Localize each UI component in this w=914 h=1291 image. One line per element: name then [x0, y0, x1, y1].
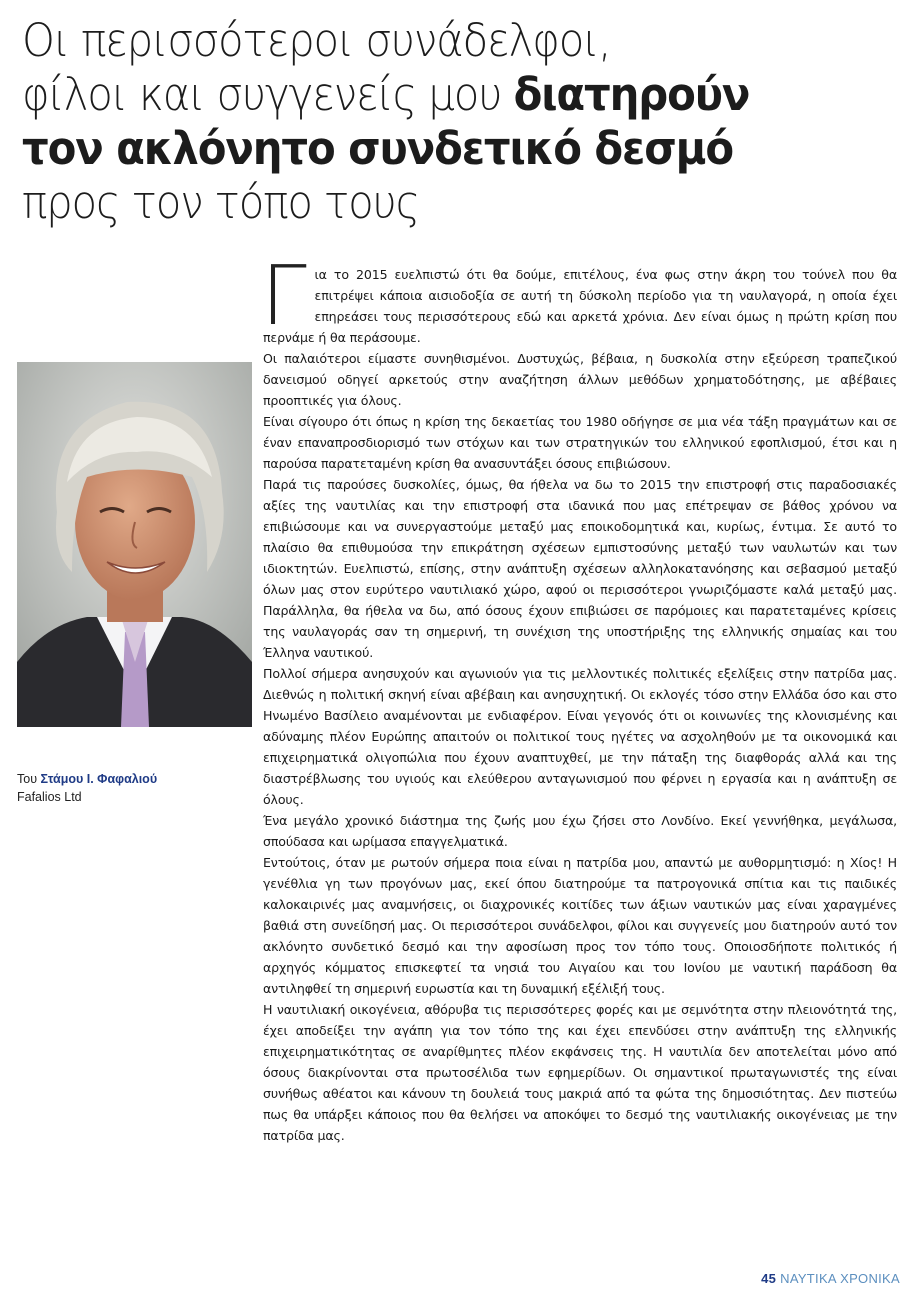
headline-line-1: Οι περισσότεροι συνάδελφοι, [22, 14, 611, 67]
drop-cap: Γ [261, 249, 307, 344]
article-paragraph-7: Εντούτοις, όταν με ρωτούν σήμερα ποια είναι η πατρίδα μου, απαντώ με αυθορμητισμό: η Χίος! Η γενέθλια γη των προγόνων μας, εκεί όπου διατηρούμε τα πατρογονικά σπίτια και τις παιδικές καλοκαιρινές μας αναμνήσεις, οι διαχρονικές κοιτίδες των άξιων ναυτικών μας είναι χαραγμένες βαθιά στη συνείδησή μας. Οι περισσότεροι συνάδελφοι, φίλοι και συγγενείς μου διατηρούν αυτό τον ακλόνητο συνδετικό δεσμό και την αφοσίωση προς τον τόπο τους. Οποιοσδήποτε πολιτικός ή αρχηγός κόμματος επισκεφτεί τα νησιά του Αιγαίου και του Ιονίου με ναυτική παράδοση θα αντιληφθεί τη σημερινή ευρωστία και τη δυναμική εξέλιξή τους. [263, 855, 897, 996]
magazine-name: ΝΑΥΤΙΚΑ ΧΡΟΝΙΚΑ [780, 1271, 900, 1286]
byline-author-line [17, 770, 157, 788]
page-number: 45 [761, 1271, 777, 1286]
article-body [261, 249, 897, 1146]
article-headline [22, 14, 840, 230]
byline-prefix: Του [17, 772, 41, 786]
headline-line-2-bold: διατηρούν [513, 68, 750, 121]
headline-line-4: προς τον τόπο τους [22, 176, 420, 229]
article-paragraph-5: Πολλοί σήμερα ανησυχούν και αγωνιούν για τις μελλοντικές πολιτικές εξελίξεις στην πατρίδα μας. Διεθνώς η πολιτική σκηνή είναι αβέβαιη και ανησυχητική. Οι εκλογές τόσο στην Ελλάδα όσο και στο Ηνωμένο Βασίλειο αναμένονται με ενδιαφέρον. Είναι γεγονός ότι οι κοινωνίες της κλονισμένης και αδύναμης πλέον Ευρώπης απαιτούν οι πολιτικοί τους ηγέτες να ασχοληθούν με τα οικονομικά και επιχειρηματικά ολιγοπώλια που έχουν αναπτυχθεί, με την πάταξη της διαφθοράς αλλά και της διαστρέβλωσης του υγιούς και ελεύθερου ανταγωνισμού που φέρνει η εργασία και η ανάπτυξη σε όλους. [263, 666, 897, 807]
author-portrait-photo [17, 362, 252, 727]
article-paragraph-4: Παρά τις παρούσες δυσκολίες, όμως, θα ήθελα να δω το 2015 την επιστροφή στις παραδοσιακές αξίες της ναυτιλίας και την επιστροφή στα ιδανικά που μας επέτρεψαν σε βάθος χρόνου να επιβιώσουμε και να συνεργαστούμε μεταξύ μας εποικοδομητικά και, κυρίως, έντιμα. Σε αυτό το πλαίσιο θα επιθυμούσα την επικράτηση σχέσεων εμπιστοσύνης μεταξύ των ναυλωτών και των ιδιοκτητών. Ευελπιστώ, επίσης, στην ανάπτυξη σχέσεων αλληλοκατανόησης και σεβασμού μεταξύ όλων μας στον ευρύτερο ναυτιλιακό χώρο, αφού οι περισσότεροι γνωριζόμαστε καλά μεταξύ μας. Παράλληλα, θα ήθελα να δω, από όσους έχουν επιβιώσει σε παρόμοιες και παρατεταμένες κρίσεις της ναυλαγοράς σαν τη σημερινή, τη συνέχιση της υποστήριξης της ελληνικής σημαίας και του Έλληνα ναυτικού. [263, 477, 897, 660]
headline-line-2 [22, 68, 840, 122]
article-paragraph-8: Η ναυτιλιακή οικογένεια, αθόρυβα τις περισσότερες φορές και με σεμνότητα στην πλειονότητά της, έχει αποδείξει την αγάπη για τον τόπο της και έχει επενδύσει στην ανάπτυξη της ελληνικής επιχειρηματικότητας σε αναρίθμητες πλέον εκφάνσεις της. Η ναυτιλία δεν αποτελείται μόνο από όσους διακρίνονται στα πρωτοσέλιδα των εφημερίδων. Οι σημαντικοί πρωταγωνιστές της είναι συνήθως αθέατοι και κάνουν τη δουλειά τους μακριά από τα φώτα της δημοσιότητας. Δεν πιστεύω πως θα υπάρξει κάποιος που θα θελήσει να αποκόψει το δεσμό της ναυτιλιακής οικογένειας με την πατρίδα μας. [263, 1002, 897, 1143]
headline-line-3-bold: τον ακλόνητο συνδετικό δεσμό [22, 122, 733, 175]
page-footer [761, 1271, 900, 1287]
headline-line-2-light: φίλοι και συγγενείς μου [22, 68, 514, 121]
article-paragraph-1-text: ια το 2015 ευελπιστώ ότι θα δούμε, επιτέλους, ένα φως στην άκρη του τούνελ που θα επιτρέψει κάποια αισιοδοξία σε αυτή τη δύσκολη περίοδο για τη ναυλαγορά, η οποία έχει επηρεάσει τους περισσότερους εδώ και αρκετά χρόνια. Δεν είναι όμως η πρώτη κρίση που περνάμε ή θα περάσουμε. [263, 267, 897, 345]
article-paragraph-1 [261, 249, 897, 348]
article-paragraph-2: Οι παλαιότεροι είμαστε συνηθισμένοι. Δυστυχώς, βέβαια, η δυσκολία στην εξεύρεση τραπεζικού δανεισμού οδηγεί αρκετούς στην αναζήτηση άλλων μεθόδων χρηματοδότησης, με αβέβαιες προοπτικές για όλους. [263, 351, 897, 408]
headline-line-3 [22, 122, 840, 176]
author-portrait-illustration [17, 362, 252, 727]
byline-company: Fafalios Ltd [17, 790, 82, 804]
article-paragraph-3: Είναι σίγουρο ότι όπως η κρίση της δεκαετίας του 1980 οδήγησε σε μια νέα τάξη πραγμάτων και σε έναν επαναπροσδιορισμό των στόχων και των στρατηγικών του ελληνικού εφοπλισμού, έτσι και η παρούσα παρατεταμένη κρίση θα ανασυντάξει όσους επιβιώσουν. [263, 414, 897, 471]
byline [17, 770, 157, 806]
byline-author-name: Στάμου Ι. Φαφαλιού [40, 772, 158, 786]
article-paragraph-6: Ένα μεγάλο χρονικό διάστημα της ζωής μου έχω ζήσει στο Λονδίνο. Εκεί γεννήθηκα, μεγάλωσα, σπούδασα και ωρίμασα επαγγελματικά. [263, 813, 897, 849]
